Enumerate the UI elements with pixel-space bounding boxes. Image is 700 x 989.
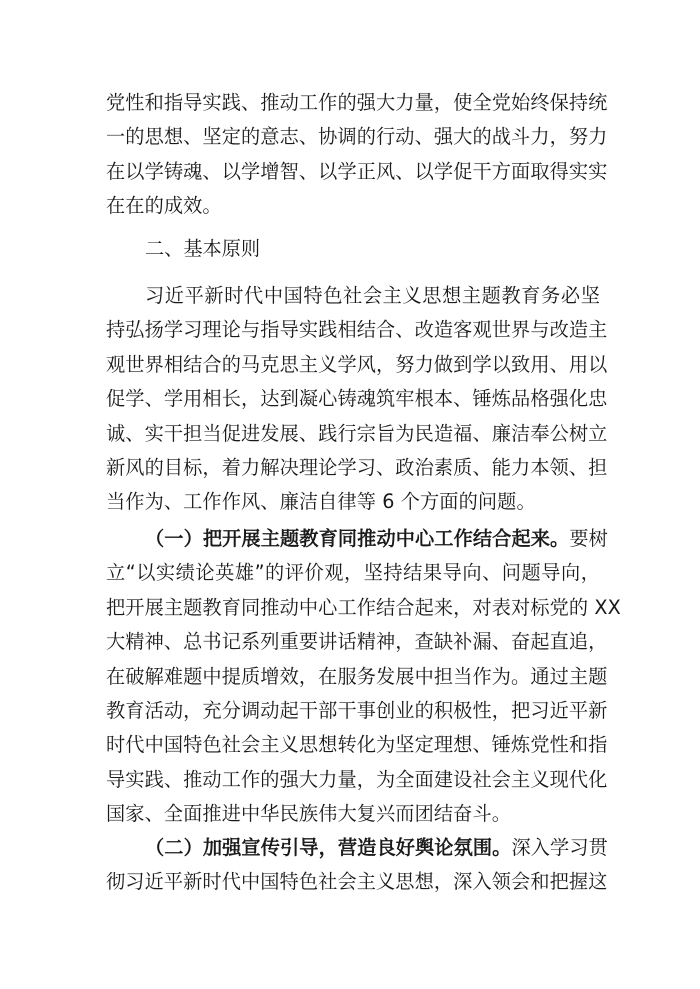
item-one-text: 要树 [569,527,608,550]
text-line: 促学、学用相长，达到凝心铸魂筑牢根本、锤炼品格强化忠 [106,387,608,411]
text-line: 诚、实干担当促进发展、践行宗旨为民造福、廉洁奉公树立 [106,421,608,445]
section-heading: 二、基本原则 [145,237,261,260]
text-line: 立“以实绩论英雄”的评价观，坚持结果导向、问题导向， [106,561,600,585]
text-line: 教育活动，充分调动起干部干事创业的积极性，把习近平新 [106,699,608,723]
paragraph-item-one [106,522,621,832]
text-line: 持弘扬学习理论与指导实践相结合、改造客观世界与改造主 [106,318,608,342]
paragraph-principles [106,279,608,520]
text-line: 当作为、工作作风、廉洁自律等 6 个方面的问题。 [106,490,536,514]
text-line [106,831,608,865]
text-line: 把开展主题教育同推动中心工作结合起来，对表对标党的 XX [106,595,621,619]
text-line: 时代中国特色社会主义思想转化为坚定理想、锤炼党性和指 [106,733,608,757]
item-one-title: （一）把开展主题教育同推动中心工作结合起来。 [145,527,570,550]
text-line: 观世界相结合的马克思主义学风，努力做到学以致用、用以 [106,352,608,376]
text-line: 大精神、总书记系列重要讲话精神，查缺补漏、奋起直追， [106,630,608,654]
text-line [106,522,608,556]
text-line: 在以学铸魂、以学增智、以学正风、以学促干方面取得实实 [106,159,608,183]
text-line: 党性和指导实践、推动工作的强大力量，使全党始终保持统 [106,91,608,114]
text-line: 国家、全面推进中华民族伟大复兴而团结奋斗。 [106,802,512,826]
paragraph-item-two [106,831,608,900]
text-line: 习近平新时代中国特色社会主义思想主题教育务必坚 [145,284,600,307]
text-line: 导实践、推动工作的强大力量，为全面建设社会主义现代化 [106,767,608,791]
text-line: 在破解难题中提质增效，在服务发展中担当作为。通过主题 [106,664,608,688]
paragraph-intro [106,86,608,224]
item-two-text: 深入学习贯 [511,836,608,859]
text-line: 新风的目标，着力解决理论学习、政治素质、能力本领、担 [106,456,608,480]
text-line: 一的思想、坚定的意志、协调的行动、强大的战斗力，努力 [106,125,608,149]
text-line: 彻习近平新时代中国特色社会主义思想，深入领会和把握这 [106,870,608,894]
text-line: 在在的成效。 [106,194,222,218]
item-two-title: （二）加强宣传引导，营造良好舆论氛围。 [145,836,512,859]
